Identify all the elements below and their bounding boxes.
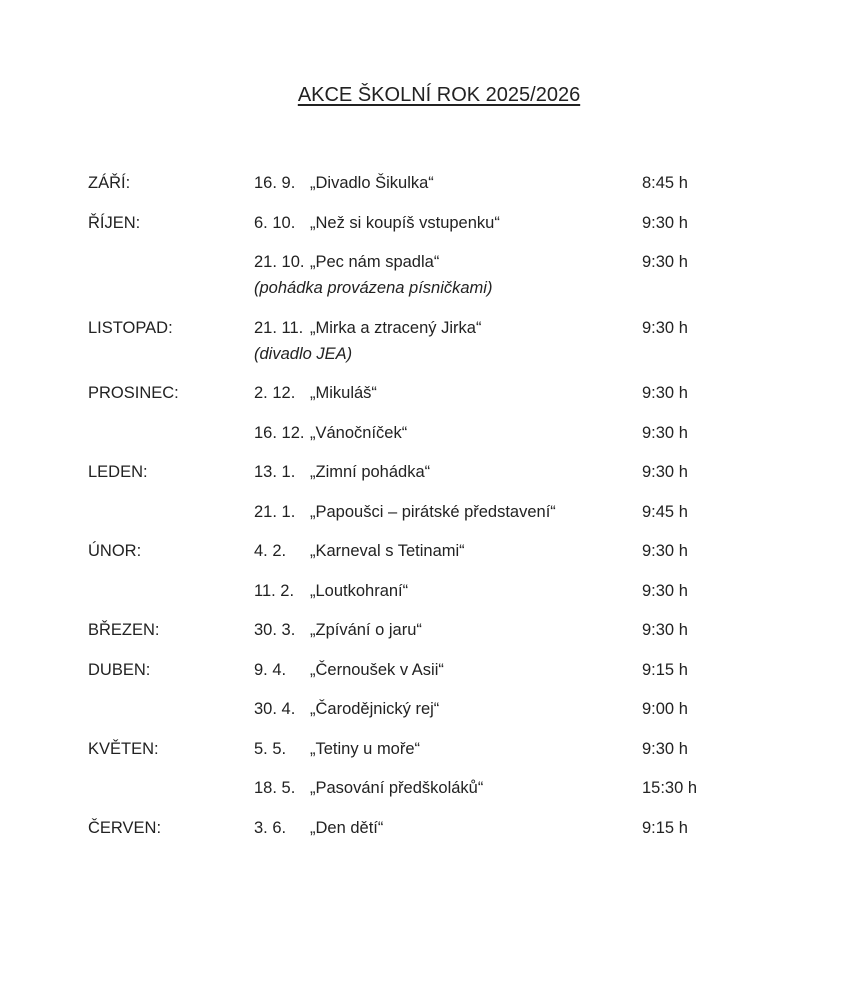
event-time: 9:15 h — [642, 660, 688, 679]
event-name: „Mirka a ztracený Jirka“ — [310, 318, 482, 337]
event-row — [0, 657, 863, 697]
event-month: ČERVEN: — [88, 818, 162, 837]
event-row — [0, 380, 863, 420]
event-time: 9:30 h — [642, 581, 688, 600]
event-row — [0, 420, 863, 460]
event-month: KVĚTEN: — [88, 739, 159, 758]
event-date: 30. 3. — [254, 621, 296, 639]
event-note: (pohádka provázena písničkami) — [254, 279, 493, 297]
event-date: 3. 6. — [254, 818, 287, 837]
event-month: ÚNOR: — [88, 542, 142, 560]
event-time: 9:30 h — [642, 423, 688, 442]
event-month: PROSINEC: — [88, 384, 179, 402]
event-name: „Zpívání o jaru“ — [310, 621, 422, 639]
event-month: DUBEN: — [88, 660, 151, 679]
event-date: 2. 12. — [254, 384, 296, 402]
event-date: 9. 4. — [254, 660, 287, 679]
event-name: „Pasování předškoláků“ — [310, 779, 484, 797]
event-row — [0, 210, 863, 250]
event-name: „Pec nám spadla“ — [310, 253, 440, 271]
event-month: LISTOPAD: — [88, 318, 173, 337]
page-title-text: AKCE ŠKOLNÍ ROK 2025/2026 — [297, 84, 581, 106]
event-name: „Zimní pohádka“ — [310, 463, 431, 481]
event-name: „Mikuláš“ — [310, 384, 377, 402]
event-row — [0, 578, 863, 618]
event-time: 9:00 h — [642, 700, 688, 718]
event-time: 9:45 h — [642, 502, 688, 521]
event-row — [0, 815, 863, 855]
event-row — [0, 499, 863, 539]
event-row — [0, 736, 863, 776]
event-name: „Papoušci – pirátské představení“ — [310, 502, 556, 521]
event-name: „Karneval s Tetinami“ — [310, 542, 465, 560]
event-date: 11. 2. — [254, 581, 295, 600]
event-date: 16. 9. — [254, 174, 296, 192]
event-row — [0, 459, 863, 499]
event-month: ŘÍJEN: — [88, 213, 141, 232]
event-time: 9:30 h — [642, 621, 688, 639]
event-name: „Tetiny u moře“ — [310, 739, 421, 758]
event-row — [0, 170, 863, 210]
event-row — [0, 538, 863, 578]
event-name: „Vánočníček“ — [310, 423, 408, 442]
event-name: „Černoušek v Asii“ — [310, 660, 444, 679]
event-date: 21. 10. — [254, 253, 305, 271]
event-note: (divadlo JEA) — [254, 344, 353, 363]
event-row — [0, 775, 863, 815]
event-name: „Divadlo Šikulka“ — [310, 174, 434, 192]
event-time: 9:30 h — [642, 542, 688, 560]
event-date: 13. 1. — [254, 463, 296, 481]
event-date: 5. 5. — [254, 739, 287, 758]
event-row — [0, 617, 863, 657]
event-date: 21. 11. — [254, 318, 304, 337]
event-row — [0, 249, 863, 315]
page-title — [0, 84, 863, 107]
event-name: „Než si koupíš vstupenku“ — [310, 213, 500, 232]
event-row — [0, 315, 863, 381]
event-time: 15:30 h — [642, 779, 698, 797]
event-date: 6. 10. — [254, 213, 296, 232]
event-date: 18. 5. — [254, 779, 296, 797]
event-time: 9:30 h — [642, 384, 688, 402]
event-list — [0, 170, 863, 854]
event-name: „Čarodějnický rej“ — [310, 700, 440, 718]
event-name: „Loutkohraní“ — [310, 581, 409, 600]
event-month: BŘEZEN: — [88, 621, 160, 639]
event-time: 9:30 h — [642, 213, 688, 232]
event-time: 8:45 h — [642, 174, 688, 192]
event-time: 9:30 h — [642, 739, 688, 758]
event-date: 4. 2. — [254, 542, 287, 560]
event-time: 9:30 h — [642, 318, 688, 337]
event-row — [0, 696, 863, 736]
event-date: 21. 1. — [254, 502, 296, 521]
event-time: 9:30 h — [642, 253, 688, 271]
event-date: 16. 12. — [254, 423, 305, 442]
event-date: 30. 4. — [254, 700, 296, 718]
event-time: 9:30 h — [642, 463, 688, 481]
event-month: ZÁŘÍ: — [88, 174, 131, 192]
event-name: „Den dětí“ — [310, 818, 384, 837]
event-month: LEDEN: — [88, 463, 148, 481]
event-time: 9:15 h — [642, 818, 688, 837]
